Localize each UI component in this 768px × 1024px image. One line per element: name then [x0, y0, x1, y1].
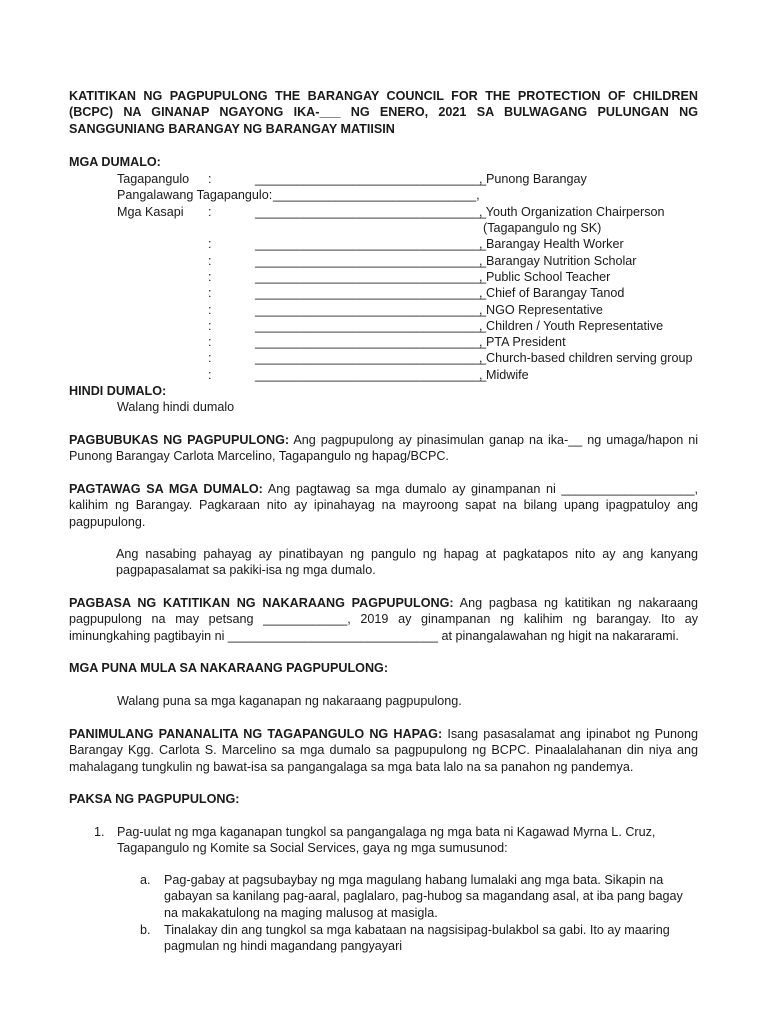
member-position: , Midwife	[479, 368, 529, 382]
vice-chair-role-label: Pangalawang Tagapangulo:	[117, 188, 273, 202]
opening-paragraph	[69, 432, 698, 465]
member-position: , NGO Representative	[479, 303, 603, 317]
rollcall-label: PAGTAWAG SA MGA DUMALO:	[69, 482, 263, 496]
absent-heading: HINDI DUMALO:	[69, 384, 167, 398]
member-colon: :	[208, 205, 212, 219]
vice-chair-name-blank: _____________________________,	[273, 188, 480, 202]
chair-name-blank: _________________________________	[255, 172, 487, 186]
member-name-blank: _________________________________	[255, 254, 487, 268]
chair-role-label: Tagapangulo	[117, 172, 190, 186]
member-position: , Public School Teacher	[479, 270, 611, 284]
member-colon: :	[208, 368, 212, 382]
member-colon: :	[208, 286, 212, 300]
minutes-reading-text: Ang pagbasa ng katitikan ng nakaraang pagpupulong na may petsang ____________, 2019 ay ginampanan ng kalihim ng barangay. Ito ay iminungkahing pagtibayin ni ______________________________ at pinangalawahan ng higit na nakararami.	[69, 596, 698, 643]
member-position: , Barangay Nutrition Scholar	[479, 254, 637, 268]
member-position: , Youth Organization Chairperson	[479, 205, 665, 219]
chair-remarks-label: PANIMULANG PANANALITA NG TAGAPANGULO NG HAPAG:	[69, 727, 443, 741]
minutes-reading-paragraph	[69, 595, 698, 644]
member-name-blank: _________________________________	[255, 205, 487, 219]
member-position: , Barangay Health Worker	[479, 237, 624, 251]
comments-heading: MGA PUNA MULA SA NAKARAANG PAGPUPULONG:	[69, 661, 389, 675]
agenda-subitem-label: a.	[140, 873, 151, 887]
member-position: , Children / Youth Representative	[479, 319, 664, 333]
attendees-heading: MGA DUMALO:	[69, 155, 161, 169]
opening-text: Ang pagpupulong ay pinasimulan ganap na ika-__ ng umaga/hapon ni Punong Barangay Carlota Marcelino, Tagapangulo ng hapag/BCPC.	[69, 433, 698, 464]
chair-position: , Punong Barangay	[479, 172, 587, 186]
member-name-blank: _________________________________	[255, 303, 487, 317]
rollcall-text: Ang pagtawag sa mga dumalo ay ginampanan ni ___________________, kalihim ng Barangay. Pagkaraan nito ay ipinahayag na mayroong sapat na bilang upang ipagpatuloy ang pagpupulong.	[69, 482, 698, 529]
minutes-reading-label: PAGBASA NG KATITIKAN NG NAKARAANG PAGPUPULONG:	[69, 596, 454, 610]
chair-colon: :	[208, 172, 212, 186]
member-colon: :	[208, 237, 212, 251]
member-position: , PTA President	[479, 335, 566, 349]
member-position: , Chief of Barangay Tanod	[479, 286, 625, 300]
member-colon: :	[208, 335, 212, 349]
opening-label: PAGBUBUKAS NG PAGPUPULONG:	[69, 433, 290, 447]
agenda-item-number: 1.	[94, 825, 105, 839]
member-name-blank: _________________________________	[255, 335, 487, 349]
member-name-blank: _________________________________	[255, 270, 487, 284]
chair-remarks-paragraph	[69, 726, 698, 775]
member-name-blank: _________________________________	[255, 368, 487, 382]
member-name-blank: _________________________________	[255, 319, 487, 333]
document-title: KATITIKAN NG PAGPUPULONG THE BARANGAY COUNCIL FOR THE PROTECTION OF CHILDREN (BCPC) NA GINANAP NGAYONG IKA-___ NG ENERO, 2021 SA BULWAGANG PULUNGAN NG SANGGUNIANG BARANGAY NG BARANGAY MATIISIN	[69, 89, 698, 136]
member-colon: :	[208, 254, 212, 268]
rollcall-paragraph	[69, 481, 698, 530]
member-name-blank: _________________________________	[255, 237, 487, 251]
chair-remarks-text: Isang pasasalamat ang ipinabot ng Punong Barangay Kgg. Carlota S. Marcelino sa mga dumalo sa pagpupulong ng BCPC. Pinaalalahanan din niya ang mahalagang tungkulin ng bawat-isa sa pangangalaga sa mga bata lalo na sa panahon ng pandemya.	[69, 727, 698, 774]
member-position-note: (Tagapangulo ng SK)	[483, 221, 602, 235]
rollcall-paragraph-2: Ang nasabing pahayag ay pinatibayan ng pangulo ng hapag at pagkatapos nito ay ang kanyang pagpapasalamat sa pakiki-isa ng mga dumalo.	[116, 547, 698, 578]
member-colon: :	[208, 351, 212, 365]
agenda-item-text: Pag-uulat ng mga kaganapan tungkol sa pangangalaga ng mga bata ni Kagawad Myrna L. Cruz, Tagapangulo ng Komite sa Social Services, gaya ng mga sumusunod:	[117, 825, 656, 856]
members-role-label: Mga Kasapi	[117, 205, 184, 219]
member-name-blank: _________________________________	[255, 286, 487, 300]
member-colon: :	[208, 270, 212, 284]
member-position: , Church-based children serving group	[479, 351, 693, 365]
agenda-subitem-label: b.	[140, 923, 151, 937]
member-name-blank: _________________________________	[255, 351, 487, 365]
agenda-subitem-text: Tinalakay din ang tungkol sa mga kabataan na nagsisipag-bulakbol sa gabi. Ito ay maaring pagmulan ng hindi magandang pangyayari	[164, 923, 670, 954]
agenda-heading: PAKSA NG PAGPUPULONG:	[69, 792, 240, 806]
member-colon: :	[208, 319, 212, 333]
agenda-subitem-text: Pag-gabay at pagsubaybay ng mga magulang habang lumalaki ang mga bata. Sikapin na gabayan sa kanilang pag-aaral, paglalaro, pag-hubog sa magandang asal, at iba pang bagay na makakatulong na maging malusog at masigla.	[164, 873, 683, 920]
member-colon: :	[208, 303, 212, 317]
comments-text: Walang puna sa mga kaganapan ng nakaraang pagpupulong.	[117, 694, 462, 708]
absent-text: Walang hindi dumalo	[117, 400, 235, 414]
